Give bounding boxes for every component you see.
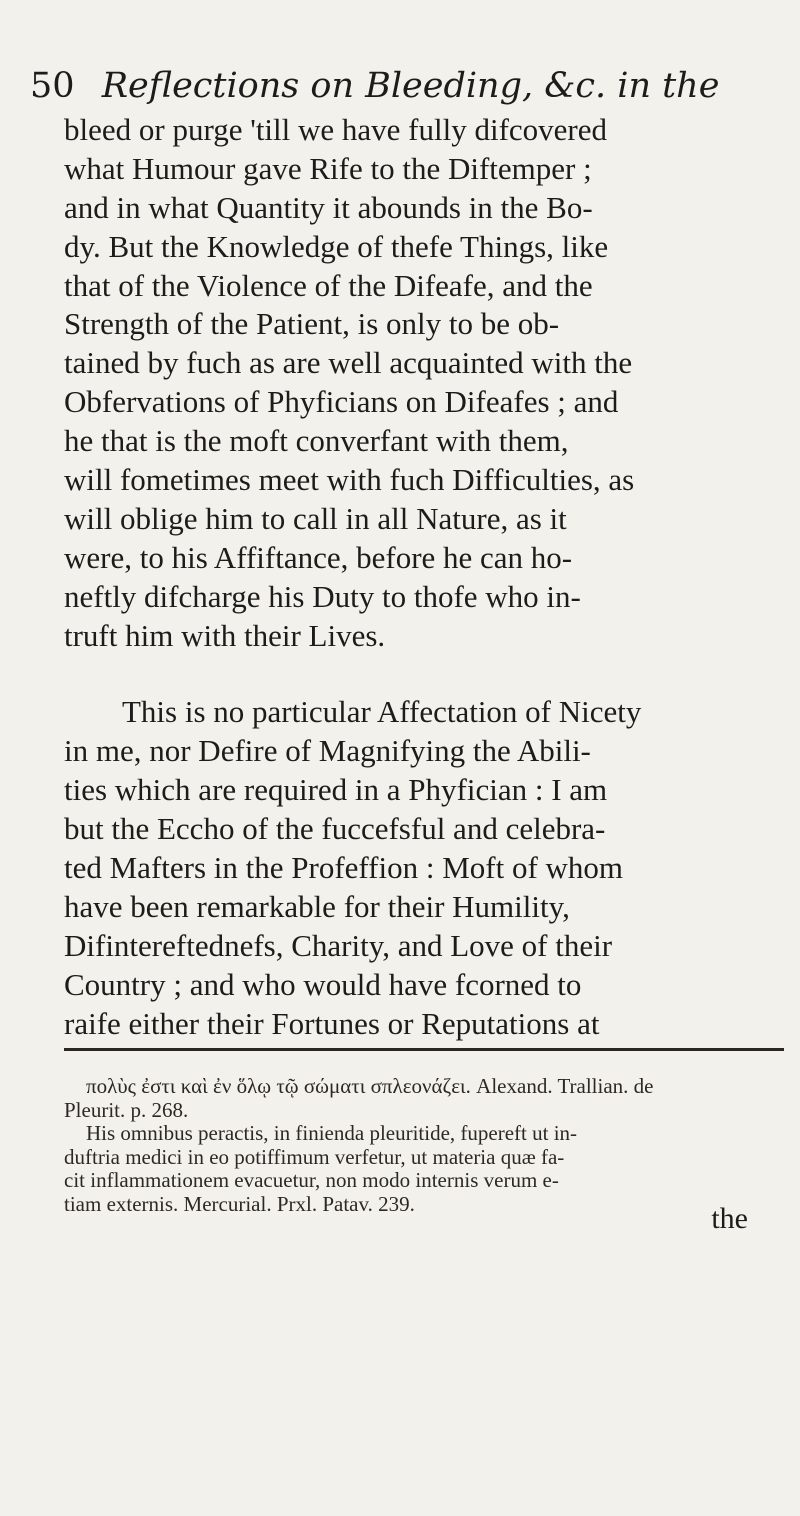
- text-line: will oblige him to call in all Nature, as it: [64, 500, 567, 536]
- page-header: [30, 66, 770, 106]
- text-line: in me, nor Defire of Magnifying the Abili-: [64, 733, 591, 769]
- paragraph-gap: [64, 655, 784, 693]
- running-title: Reflections on Bleeding, &c. in the: [101, 66, 720, 106]
- footnote-line: duftria medici in eo potiffimum verfetur, ut materia quæ fa-: [64, 1144, 565, 1169]
- text-line: raife either their Fortunes or Reputations at: [64, 1005, 600, 1041]
- text-line: were, to his Affiftance, before he can ho-: [64, 539, 573, 575]
- footnotes: [64, 1075, 784, 1217]
- text-line: he that is the moft converfant with them,: [64, 423, 569, 459]
- text-line: ted Mafters in the Profeffion : Moft of whom: [64, 850, 624, 886]
- text-line: have been remarkable for their Humility,: [64, 888, 570, 924]
- footnote-line: His omnibus peractis, in finienda pleuritide, fupereft ut in-: [86, 1121, 578, 1146]
- text-line: Obfervations of Phyficians on Difeafes ; and: [64, 384, 619, 420]
- text-line: ties which are required in a Phyfician : I am: [64, 772, 608, 808]
- text-line: what Humour gave Rife to the Diftemper ;: [64, 150, 592, 186]
- text-line: but the Eccho of the fuccefsful and celebra-: [64, 811, 606, 847]
- footnote-line: cit inflammationem evacuetur, non modo internis verum e-: [64, 1168, 559, 1193]
- page-number: 50: [30, 66, 75, 106]
- text-line: neftly difcharge his Duty to thofe who in-: [64, 578, 581, 614]
- text-line: that of the Violence of the Difeafe, and the: [64, 267, 593, 303]
- text-line: truft him with their Lives.: [64, 617, 386, 653]
- text-line: and in what Quantity it abounds in the Bo-: [64, 189, 593, 225]
- text-line: bleed or purge 'till we have fully difcovered: [64, 112, 608, 147]
- text-line: Difintereftednefs, Charity, and Love of their: [64, 927, 613, 963]
- text-line: Strength of the Patient, is only to be ob-: [64, 306, 560, 342]
- text-line: Country ; and who would have fcorned to: [64, 966, 582, 1002]
- footnote-line: πολὺς ἐστι καὶ ἐν ὅλῳ τῷ σώματι σπλεονάζει. Alexand. Trallian. de: [86, 1074, 654, 1098]
- text-line: This is no particular Affectation of Nicety: [122, 694, 642, 730]
- text-line: will fometimes meet with fuch Difficulties, as: [64, 462, 635, 498]
- catchword: the: [711, 1202, 748, 1235]
- text-line: tained by fuch as are well acquainted with the: [64, 345, 633, 381]
- text-line: dy. But the Knowledge of thefe Things, like: [64, 228, 609, 264]
- footnote-line: tiam externis. Mercurial. Prxl. Patav. 239.: [64, 1191, 415, 1216]
- main-text: [64, 111, 784, 1043]
- footnote-line: Pleurit. p. 268.: [64, 1097, 189, 1122]
- footnote-rule: [64, 1048, 784, 1051]
